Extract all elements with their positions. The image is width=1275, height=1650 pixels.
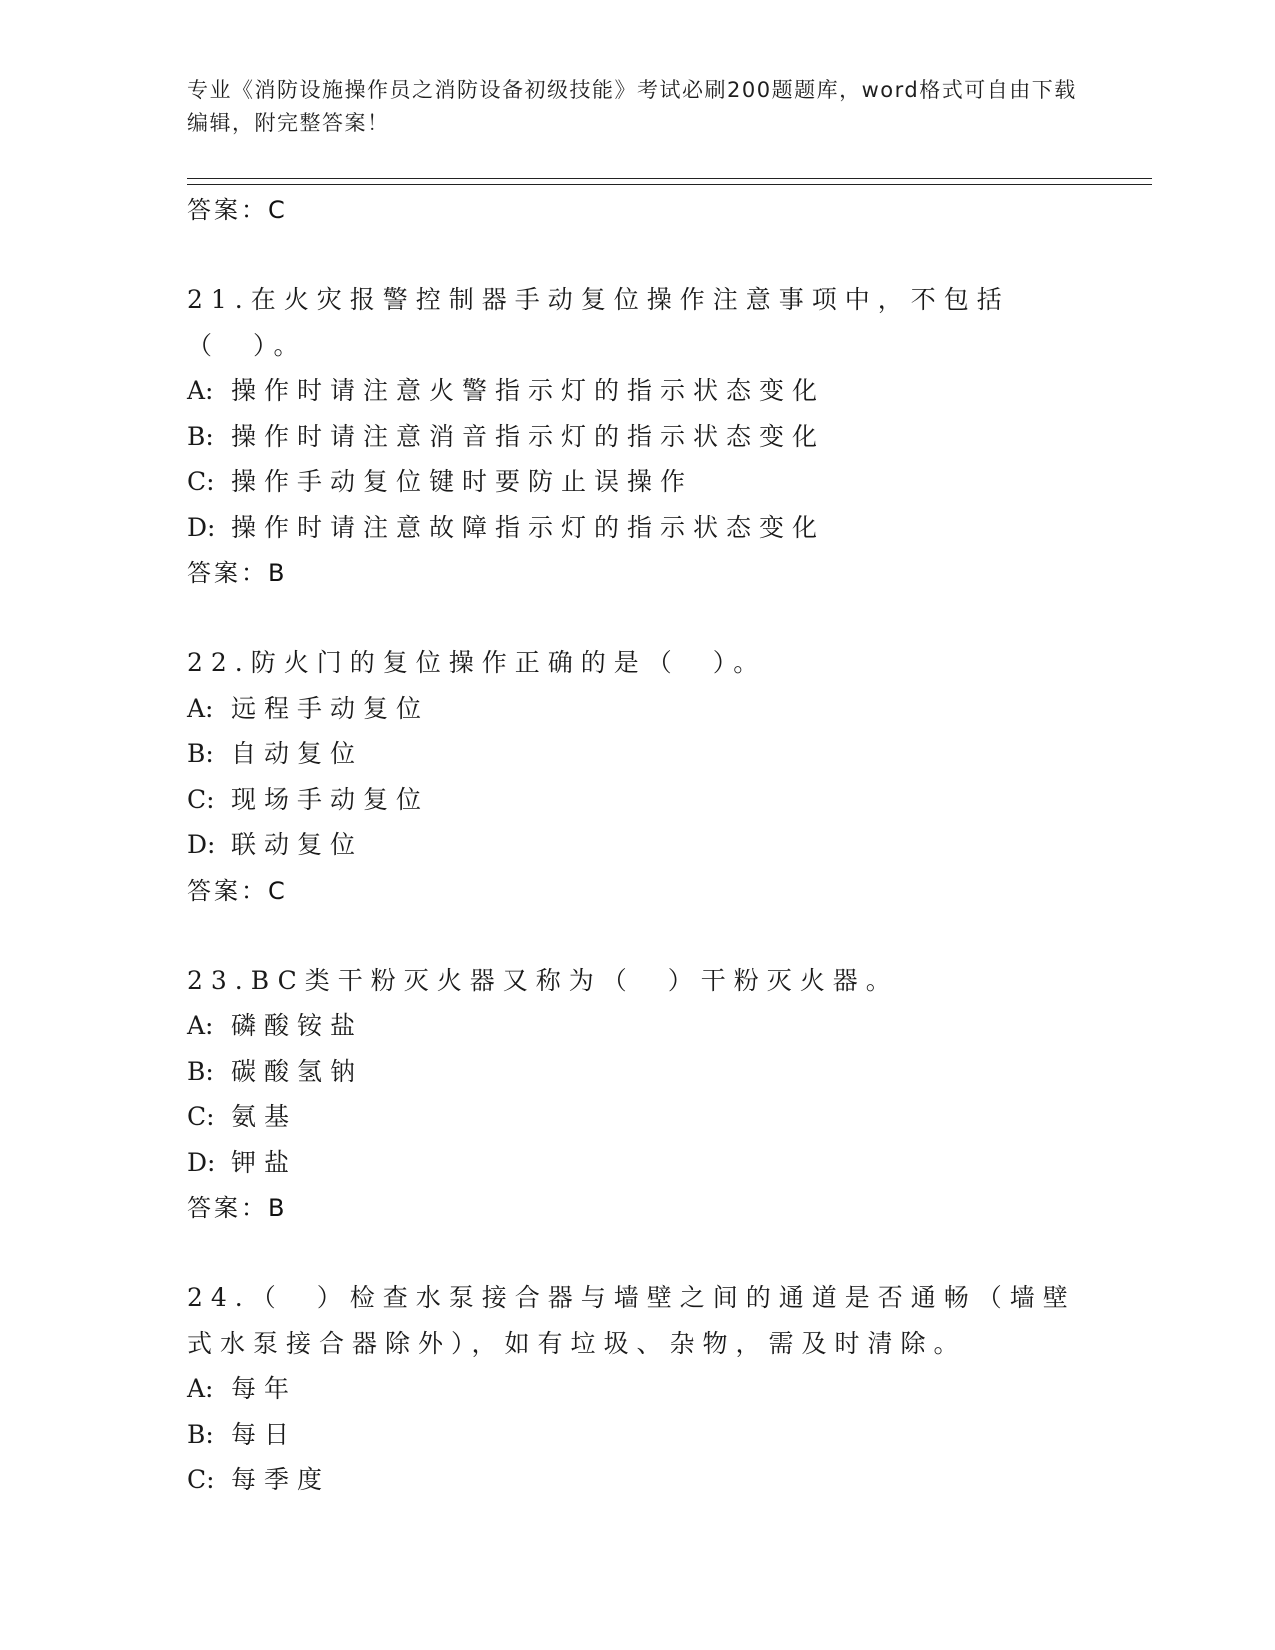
- option-key: B:: [187, 421, 214, 451]
- option-key: D:: [187, 1147, 216, 1177]
- question-block: [187, 640, 1097, 958]
- spacer: [187, 596, 1097, 640]
- option-a: [187, 686, 1097, 732]
- option-a: [187, 368, 1097, 414]
- option-key: A:: [187, 1011, 214, 1040]
- option-key: B:: [187, 739, 214, 768]
- question-stem: 24.（ ）检查水泵接合器与墙壁之间的通道是否通畅（墙壁式水泵接合器除外），如有垃圾、杂物，需及时清除。: [187, 1283, 1076, 1358]
- option-text: 氨基: [231, 1102, 298, 1131]
- option-b: [187, 1049, 1097, 1095]
- option-text: 自动复位: [231, 739, 364, 768]
- option-d: [187, 1140, 1097, 1186]
- answer-line: 答案：B: [187, 1194, 288, 1222]
- spacer: [187, 1231, 1097, 1275]
- option-key: B:: [187, 1419, 214, 1449]
- answer-line: 答案：C: [187, 196, 288, 224]
- option-key: C:: [187, 1465, 215, 1494]
- question-stem: 23.BC类干粉灭火器又称为（ ）干粉灭火器。: [187, 965, 899, 995]
- option-key: A:: [187, 693, 214, 723]
- option-c: [187, 459, 1097, 505]
- option-a: [187, 1003, 1097, 1049]
- option-c: [187, 777, 1097, 823]
- option-a: [187, 1366, 1097, 1412]
- option-text: 磷酸铵盐: [231, 1011, 364, 1040]
- option-c: [187, 1457, 1097, 1503]
- option-key: A:: [187, 376, 214, 405]
- option-text: 联动复位: [231, 830, 364, 859]
- option-b: [187, 731, 1097, 777]
- option-text: 操作手动复位键时要防止误操作: [231, 467, 694, 496]
- option-key: C:: [187, 784, 215, 814]
- option-key: C:: [187, 1102, 215, 1131]
- option-c: [187, 1094, 1097, 1140]
- option-text: 操作时请注意消音指示灯的指示状态变化: [231, 421, 826, 451]
- header-divider-bottom: [187, 184, 1152, 185]
- option-text: 碳酸氢钠: [231, 1056, 364, 1086]
- spacer: [187, 233, 1097, 277]
- document-header: 专业《消防设施操作员之消防设备初级技能》考试必刷200题题库，word格式可自由下载编辑，附完整答案！: [187, 78, 1077, 135]
- option-d: [187, 822, 1097, 868]
- option-key: B:: [187, 1056, 214, 1086]
- question-block: [187, 1275, 1097, 1503]
- option-d: [187, 505, 1097, 551]
- header-divider-top: [187, 178, 1152, 179]
- option-b: [187, 1412, 1097, 1458]
- option-text: 操作时请注意故障指示灯的指示状态变化: [231, 512, 826, 542]
- option-b: [187, 414, 1097, 460]
- option-text: 每日: [231, 1419, 298, 1449]
- option-text: 钾盐: [231, 1147, 298, 1177]
- document-body: [187, 187, 1097, 1503]
- option-text: 现场手动复位: [231, 784, 430, 814]
- option-key: D:: [187, 512, 216, 542]
- option-text: 操作时请注意火警指示灯的指示状态变化: [231, 376, 826, 405]
- question-stem: 22.防火门的复位操作正确的是（ ）。: [187, 648, 767, 677]
- option-text: 远程手动复位: [231, 693, 430, 723]
- spacer: [187, 914, 1097, 958]
- answer-line: 答案：B: [187, 559, 288, 587]
- question-block: [187, 277, 1097, 640]
- answer-line: 答案：C: [187, 876, 288, 905]
- question-block: [187, 958, 1097, 1276]
- option-key: C:: [187, 467, 215, 496]
- question-stem: 21.在火灾报警控制器手动复位操作注意事项中，不包括（ ）。: [187, 285, 1010, 360]
- option-key: A:: [187, 1374, 214, 1403]
- option-text: 每季度: [231, 1465, 331, 1494]
- option-key: D:: [187, 830, 216, 859]
- option-text: 每年: [231, 1374, 298, 1403]
